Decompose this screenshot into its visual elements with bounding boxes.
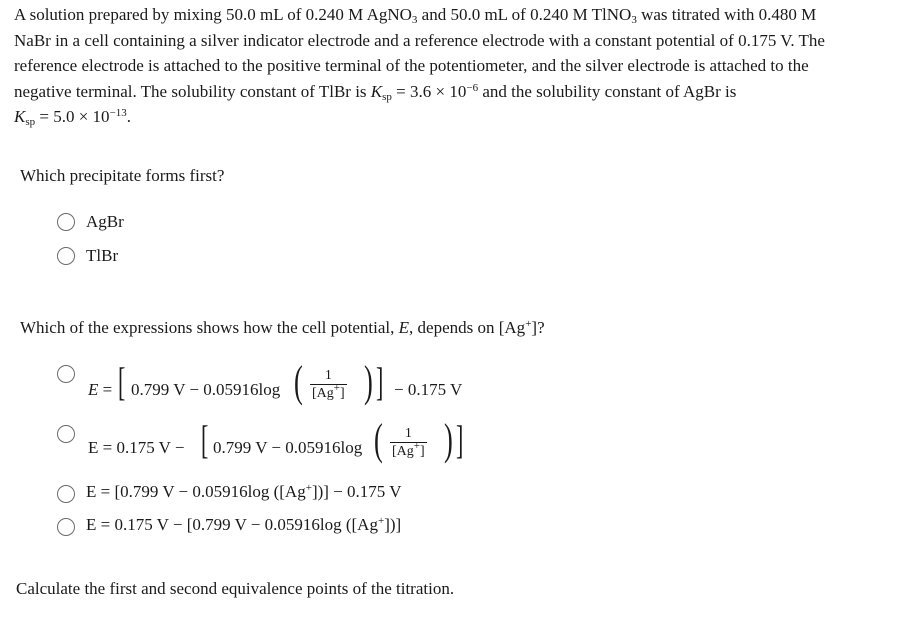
problem-statement: [14, 2, 894, 130]
radio-expression-2[interactable]: [57, 425, 75, 443]
expression-3: E = [0.799 V − 0.05916log ([Ag+])] − 0.175 V: [86, 482, 402, 501]
option-agbr-label: AgBr: [86, 212, 124, 231]
option-tlbr-label: TlBr: [86, 246, 119, 265]
radio-expression-4[interactable]: [57, 518, 75, 536]
radio-tlbr[interactable]: [57, 247, 75, 265]
open-bracket: [: [118, 359, 126, 404]
close-bracket: ]: [376, 359, 384, 404]
question-3-text: Calculate the first and second equivalence points of the titration.: [16, 579, 455, 598]
radio-expression-1[interactable]: [57, 365, 75, 383]
open-bracket: [: [201, 417, 209, 462]
problem-line-4: negative terminal. The solubility constant of TlBr is $K_{sp} = 3.6 \times 10^{-6}$ and the solubility constant of AgBr is: [14, 81, 737, 103]
radio-agbr[interactable]: [57, 213, 75, 231]
radio-expression-3[interactable]: [57, 485, 75, 503]
problem-line-1: A solution prepared by mixing 50.0 mL of 0.240 M AgNO$_3$ and 50.0 mL of 0.240 M TlNO$_3$ was titrated with 0.480 M: [14, 5, 817, 26]
fraction-1-over-ag: $\frac{1}{[Ag^+]}$: [392, 426, 425, 459]
problem-line-2: NaBr in a cell containing a silver indicator electrode and a reference electrode with a constant potential of 0.175 V. The: [14, 30, 825, 50]
close-bracket: ]: [456, 417, 464, 462]
question-2-text: Which of the expressions shows how the cell potential, E, depends on [Ag+]?: [20, 318, 545, 337]
problem-line-3: reference electrode is attached to the positive terminal of the potentiometer, and the silver electrode is attached to the: [14, 56, 809, 75]
fraction-1-over-ag: $\frac{1}{[Ag^+]}$: [312, 368, 345, 401]
expression-4: E = 0.175 V − [0.799 V − 0.05916log ([Ag+])]: [86, 515, 402, 534]
question-1-text: Which precipitate forms first?: [20, 166, 225, 185]
problem-line-5: $K_{sp} = 5.0 \times 10^{-13}$.: [14, 107, 132, 128]
